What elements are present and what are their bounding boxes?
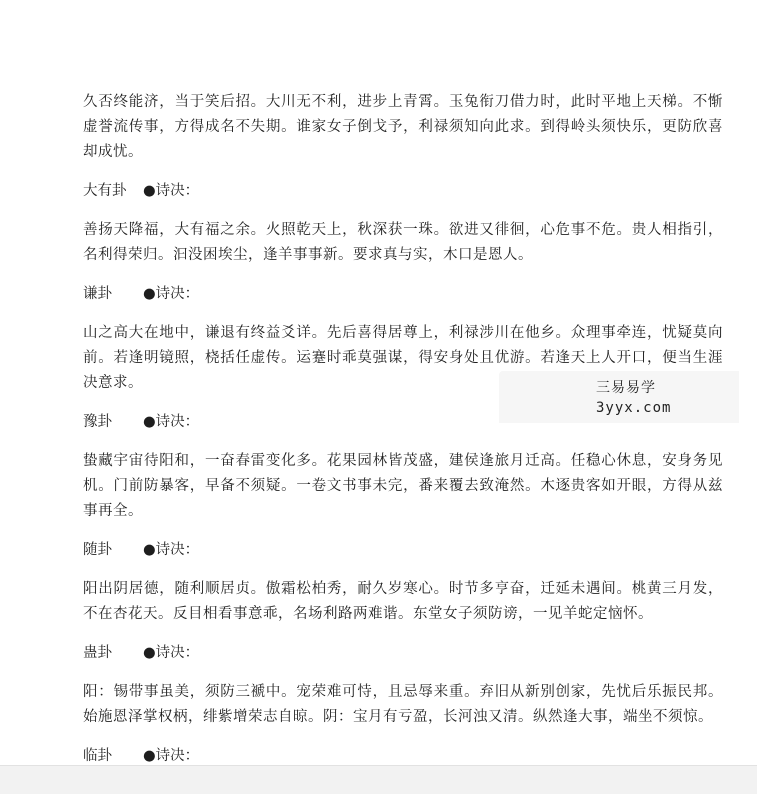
- paragraph-dayou: 善扬天降福，大有福之余。火照乾天上，秋深获一珠。欲进又徘徊，心危事不危。贵人相指引，名利得荣归。汩没困埃尘，逢羊事事新。要求真与实，木口是恩人。: [83, 222, 723, 263]
- paragraph-sui: 阳出阴居德，随利顺居贞。傲霜松柏秀，耐久岁寒心。时节多亨奋，迁延未遇间。桃黄三月发，不在杏花天。反目相看事意乖，名场利路两难谐。东堂女子须防谤，一见羊蛇定恼怀。: [83, 581, 723, 622]
- heading-name: 临卦: [83, 748, 112, 764]
- paragraph-yu: 蛰藏宇宙待阳和，一奋春雷变化多。花果园林皆茂盛，建侯逢旅月迁高。任稳心休息，安身务见机。门前防暴客，早备不须疑。一卷文书事未完，番来覆去致淹然。木逐贵客如开眼，方得从兹事再全。: [83, 453, 723, 519]
- heading-name: 谦卦: [83, 286, 112, 302]
- section-heading-sui: [83, 538, 723, 563]
- paragraph-gu: 阳：锡带事虽美，须防三褫中。宠荣难可恃，且忌辱来重。弃旧从新别创家，先忧后乐振民邦。始施恩泽掌权柄，绯紫增荣志自晾。阴：宝月有亏盈，长河浊又清。纵然逢大事，端坐不须惊。: [83, 684, 723, 725]
- heading-label: ●诗决：: [143, 183, 200, 199]
- heading-label: ●诗决：: [143, 414, 200, 430]
- heading-name: 大有卦: [83, 183, 127, 199]
- viewer-bottom-bar: [0, 765, 757, 794]
- section-heading-qian: [83, 282, 723, 307]
- heading-label: ●诗决：: [143, 542, 200, 558]
- heading-label: ●诗决：: [143, 645, 200, 661]
- heading-name: 蛊卦: [83, 645, 112, 661]
- watermark-title: 三易易学: [596, 380, 656, 396]
- document-content: [83, 90, 723, 783]
- section-heading-dayou: [83, 179, 723, 204]
- heading-name: 随卦: [83, 542, 112, 558]
- paragraph-intro: 久否终能济，当于笑后招。大川无不利，进步上青霄。玉兔衔刀借力时，此时平地上天梯。不惭虚誉流传事，方得成名不失期。谁家女子倒戈予，利禄须知向此求。到得岭头须快乐，更防欣喜却成忧。: [83, 94, 723, 160]
- heading-name: 豫卦: [83, 414, 112, 430]
- heading-label: ●诗决：: [143, 286, 200, 302]
- watermark-text: [596, 378, 671, 418]
- paragraph-qian: 山之高大在地中，谦退有终益爻详。先后喜得居尊上，利禄涉川在他乡。众理事牵连，忧疑莫向前。若逢明镜照，桡括任虚传。运蹇时乖莫强谋，得安身处且优游。若逢天上人开口，便当生涯决意求。: [83, 325, 723, 391]
- heading-label: ●诗决：: [143, 748, 200, 764]
- watermark-url: 3yyx.com: [596, 400, 672, 416]
- section-heading-gu: [83, 641, 723, 666]
